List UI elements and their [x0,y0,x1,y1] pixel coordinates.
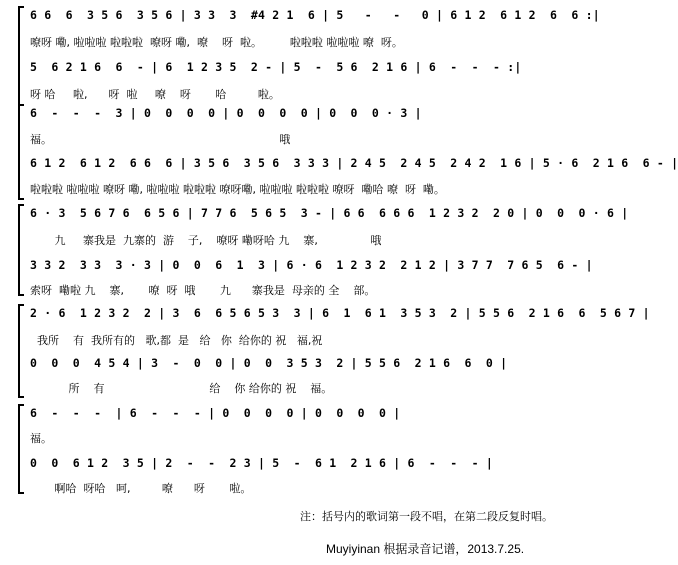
bass-notes: 5 6 2 1 6 6 - | 6 1 2 3 5 2 - | 5 - 5 6 2 1 6 | 6 - - - :| [30,60,522,74]
lyric-line [0,34,604,54]
melody-lyrics: 嘹呀 嘞, 啦啦啦 啦啦啦 嘹呀 嘞, 嘹 呀 啦。 啦啦啦 啦啦啦 嘹 呀。 [30,36,403,49]
bass-lyrics: 啊哈 呀哈 呵, 嘹 呀 啦。 [30,482,252,495]
melody-lyrics: 我所 有 我所有的 歌,都 是 给 你 给你的 祝 福,祝 [30,334,323,347]
bass-notes: 3 3 2 3 3 3 · 3 | 0 0 6 1 3 | 6 · 6 1 2 3 2 2 1 2 | 3 7 7 7 6 5 6 - | [30,258,593,272]
lyric-line [0,131,604,151]
lyric-line [0,181,604,201]
bass-line [0,258,604,278]
bass-notes: 0 0 6 1 2 3 5 | 2 - - 2 3 | 5 - 6 1 2 1 6 | 6 - - - | [30,456,494,470]
bass-lyrics: 所 有 给 你 给你的 祝 福。 [30,382,333,395]
bass-lyrics: 呀 哈 啦, 呀 啦 嘹 呀 哈 啦。 [30,88,280,101]
melody-notes: 6 - - - 3 | 0 0 0 0 | 0 0 0 0 | 0 0 0 · 3 | [30,106,422,120]
melody-lyrics: 福。 哦 [30,133,291,146]
bass-line [0,156,678,176]
melody-notes: 6 - - - | 6 - - - | 0 0 0 0 | 0 0 0 0 | [30,406,401,420]
melody-line [0,8,604,28]
lyric-line [0,480,604,500]
bass-line [0,456,604,476]
bass-line [0,356,604,376]
bass-notes: 0 0 0 4 5 4 | 3 - 0 0 | 0 0 3 5 3 2 | 5 5 6 2 1 6 6 0 | [30,356,508,370]
bass-notes: 6 1 2 6 1 2 6 6 6 | 3 5 6 3 5 6 3 3 3 | 2 4 5 2 4 5 2 4 2 1 6 | 5 · 6 2 1 6 6 - | [30,156,678,170]
melody-line [0,406,604,426]
melody-notes: 6 · 3 5 6 7 6 6 5 6 | 7 7 6 5 6 5 3 - | 6 6 6 6 6 1 2 3 2 2 0 | 0 0 0 · 6 | [30,206,629,220]
lyric-line [0,430,604,450]
melody-line [0,306,650,326]
lyric-line [0,380,604,400]
melody-lyrics: 九 寨我是 九寨的 游 子, 嘹呀 嘞呀哈 九 寨, 哦 [30,234,382,247]
footnote: 注：括号内的歌词第一段不唱，在第二段反复时唱。 [300,510,553,523]
melody-notes: 6 6 6 3 5 6 3 5 6 | 3 3 3 #4 2 1 6 | 5 - - 0 | 6 1 2 6 1 2 6 6 :| [30,8,600,22]
melody-line [0,206,629,226]
bass-line [0,60,604,80]
bass-lyrics: 啦啦啦 啦啦啦 嘹呀 嘞, 啦啦啦 啦啦啦 嘹呀嘞, 啦啦啦 啦啦啦 嘹呀 嘞哈 嘹 呀 嘞。 [30,183,445,196]
melody-notes: 2 · 6 1 2 3 2 2 | 3 6 6 5 6 5 3 3 | 6 1 6 1 3 5 3 2 | 5 5 6 2 1 6 6 5 6 7 | [30,306,650,320]
transcriber-signature: Muyiyinan 根据录音记谱，2013.7.25. [326,542,525,556]
lyric-line [0,232,604,252]
bass-lyrics: 索呀 嘞啦 九 寨, 嘹 呀 哦 九 寨我是 母亲的 全 部。 [30,284,376,297]
lyric-line [0,86,604,106]
melody-lyrics: 福。 [30,432,52,445]
lyric-line [0,282,604,302]
melody-line [0,106,604,126]
lyric-line [0,332,604,352]
